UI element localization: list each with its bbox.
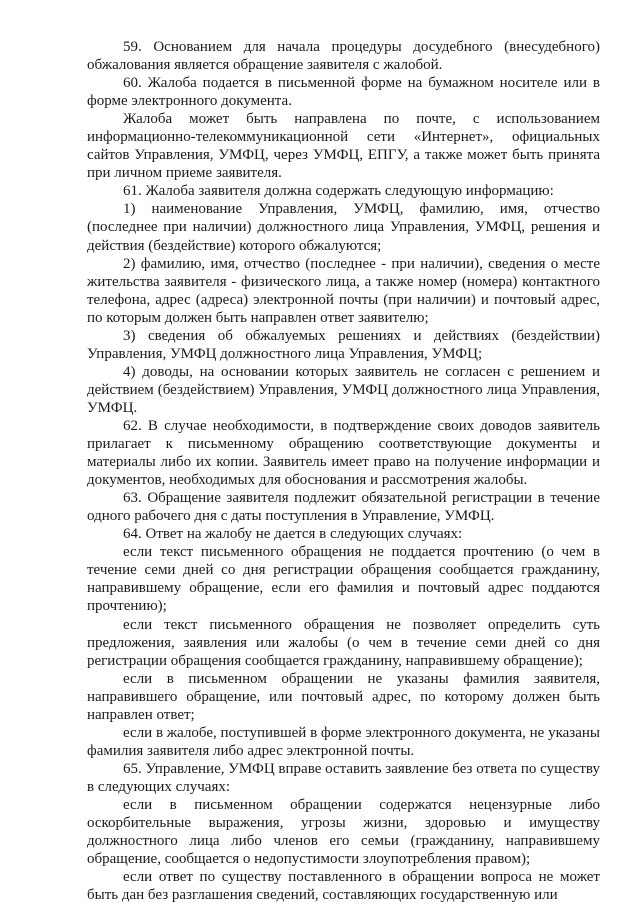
paragraph-61-item-1: 1) наименование Управления, УМФЦ, фамилию, имя, отчество (последнее при наличии) должностного лица Управления, УМФЦ, решения и действия (бездействие) которого обжалуются; — [87, 201, 600, 254]
paragraph-61-item-2: 2) фамилию, имя, отчество (последнее - при наличии), сведения о месте жительства заявителя - физического лица, а также номер (номера) контактного телефона, адрес (адреса) электронной почты (при наличии) и почтовый адрес, по которым должен быть направлен ответ заявителю; — [87, 255, 600, 326]
paragraph-64-case-4: если в жалобе, поступившей в форме электронного документа, не указаны фамилия заявителя либо адрес электронной почты. — [87, 724, 600, 759]
paragraph-64-case-3: если в письменном обращении не указаны фамилия заявителя, направившего обращение, или почтовый адрес, по которому должен быть направлен ответ; — [87, 670, 600, 723]
paragraph-60-submission: Жалоба может быть направлена по почте, с использованием информационно-телекоммуникационной сети «Интернет», официальных сайтов Управления, УМФЦ, через УМФЦ, ЕПГУ, а также может быть принята при личном приеме заявителя. — [87, 111, 600, 182]
paragraph-61: 61. Жалоба заявителя должна содержать следующую информацию: — [123, 183, 554, 200]
paragraph-59: 59. Основанием для начала процедуры досудебного (внесудебного) обжалования является обращение заявителя с жалобой. — [87, 39, 600, 74]
paragraph-64-case-1: если текст письменного обращения не поддается прочтению (о чем в течение семи дней со дня регистрации обращения сообщается гражданину, направившему обращение, если его фамилия и почтовый адрес поддаются прочтению); — [87, 544, 600, 615]
paragraph-64-case-2: если текст письменного обращения не позволяет определить суть предложения, заявления или жалобы (о чем в течение семи дней со дня регистрации обращения сообщается гражданину, направившему обращение); — [87, 616, 600, 669]
paragraph-65-case-2: если ответ по существу поставленного в обращении вопроса не может быть дан без разглашения сведений, составляющих государственную или — [87, 869, 600, 904]
paragraph-62: 62. В случае необходимости, в подтверждение своих доводов заявитель прилагает к письменному обращению соответствующие документы и материалы либо их копии. Заявитель имеет право на получение информации и документов, необходимых для обоснования и рассмотрения жалобы. — [87, 417, 600, 489]
paragraph-61-item-3: 3) сведения об обжалуемых решениях и действиях (бездействии) Управления, УМФЦ должностного лица Управления, УМФЦ; — [87, 327, 600, 362]
paragraph-61-item-4: 4) доводы, на основании которых заявитель не согласен с решением и действием (бездействием) Управления, УМФЦ должностного лица Управления, УМФЦ. — [87, 363, 600, 416]
paragraph-65: 65. Управление, УМФЦ вправе оставить заявление без ответа по существу в следующих случаях: — [87, 760, 600, 795]
paragraph-64: 64. Ответ на жалобу не дается в следующих случаях: — [123, 526, 463, 543]
document-body — [87, 38, 600, 904]
paragraph-60: 60. Жалоба подается в письменной форме на бумажном носителе или в форме электронного документа. — [87, 75, 600, 110]
paragraph-63: 63. Обращение заявителя подлежит обязательной регистрации в течение одного рабочего дня с даты поступления в Управление, УМФЦ. — [87, 490, 600, 525]
paragraph-65-case-1: если в письменном обращении содержатся нецензурные либо оскорбительные выражения, угрозы жизни, здоровью и имуществу должностного лица либо членов его семьи (гражданину, направившему обращение, сообщается о недопустимости злоупотребления правом); — [87, 796, 600, 868]
